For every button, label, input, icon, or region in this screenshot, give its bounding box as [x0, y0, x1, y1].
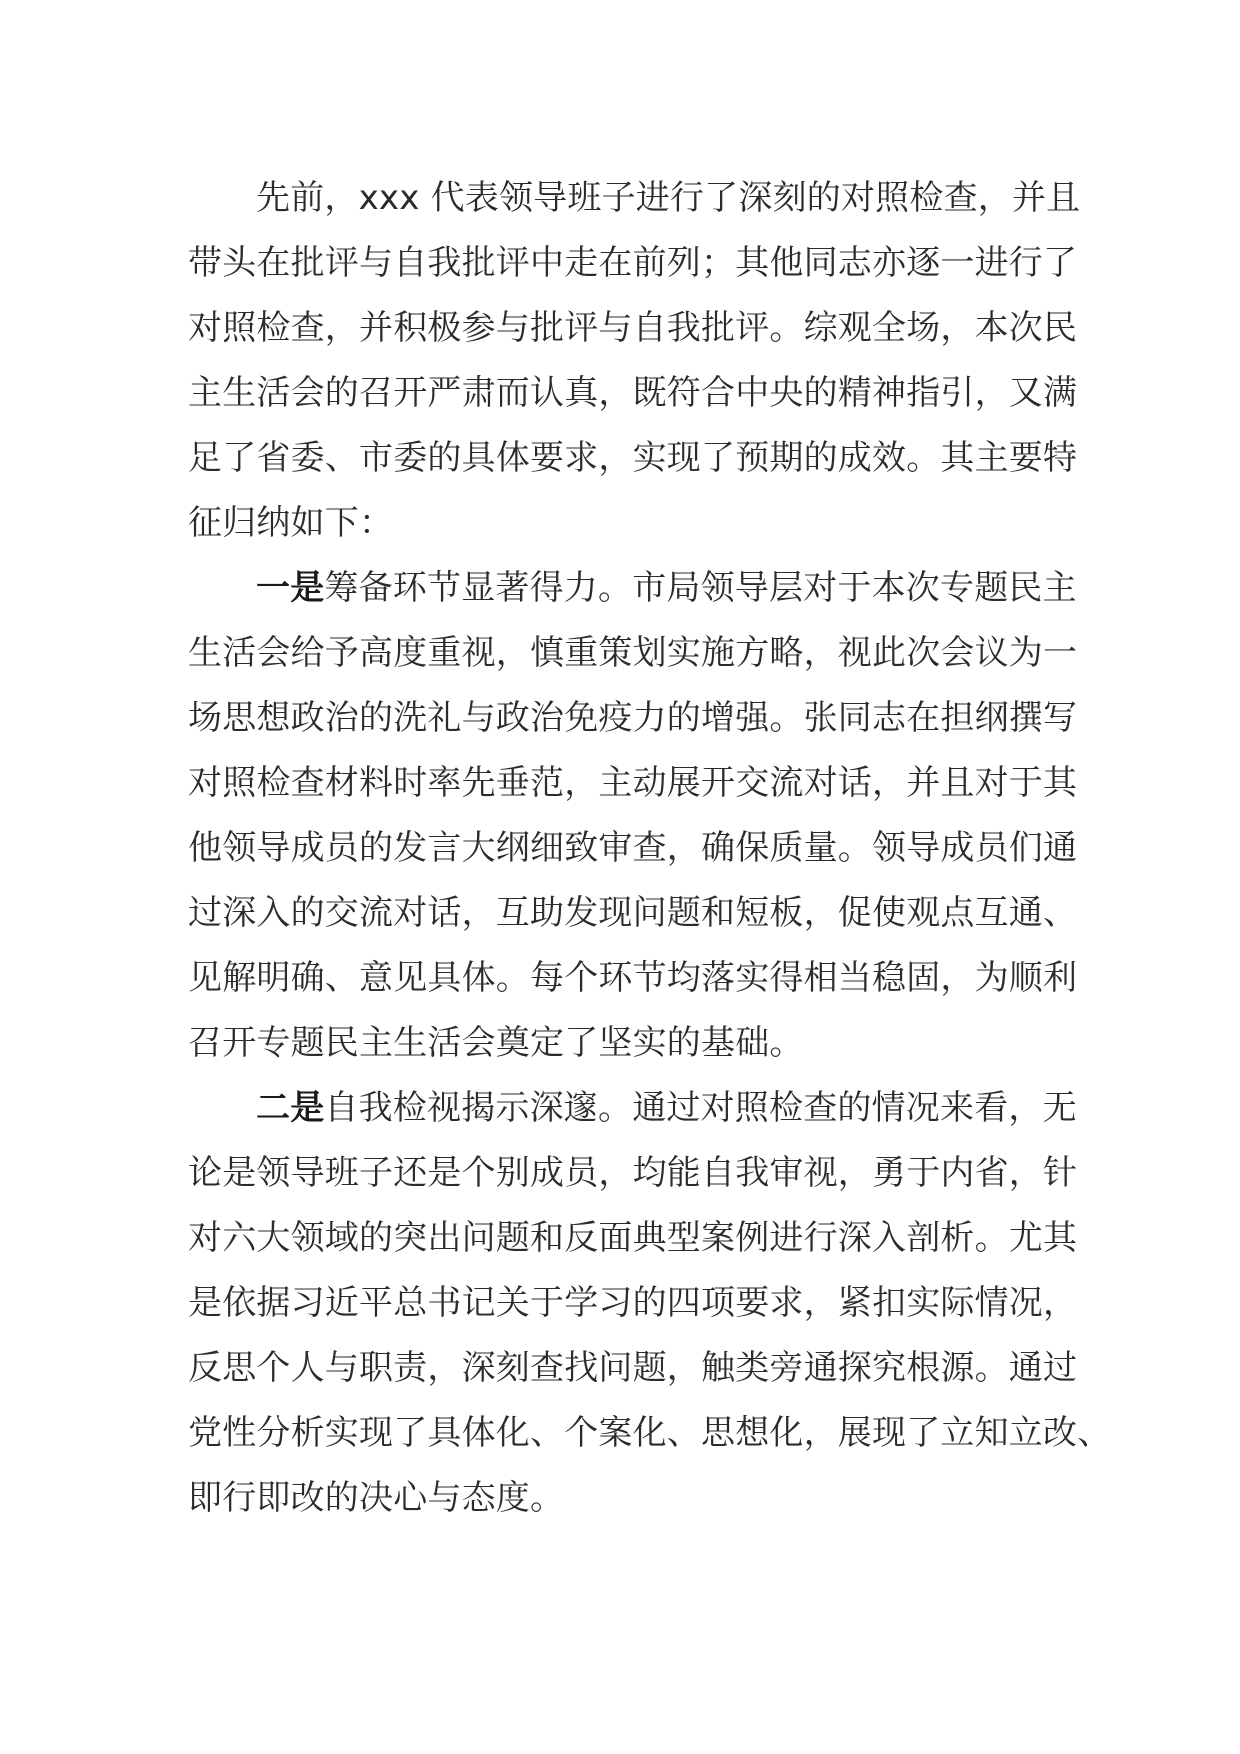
text-line: 即行即改的决心与态度。	[188, 1478, 565, 1518]
text-line: 召开专题民主生活会奠定了坚实的基础。	[188, 1023, 804, 1063]
text-line	[188, 556, 1077, 621]
document-body	[188, 166, 1112, 1531]
text-line: 带头在批评与自我批评中走在前列；其他同志亦逐一进行了	[188, 243, 1078, 283]
paragraph-second-point	[188, 1076, 1112, 1531]
text-line: 征归纳如下：	[188, 503, 394, 543]
text-line: 反思个人与职责，深刻查找问题，触类旁通探究根源。通过	[188, 1348, 1078, 1388]
text-line: 生活会给予高度重视，慎重策划实施方略，视此次会议为一	[188, 633, 1078, 673]
text-line: 先前，xxx 代表领导班子进行了深刻的对照检查，并且	[256, 178, 1081, 218]
text-line: 他领导成员的发言大纲细致审查，确保质量。领导成员们通	[188, 828, 1078, 868]
text-line: 对照检查材料时率先垂范，主动展开交流对话，并且对于其	[188, 763, 1078, 803]
point-lead-label: 二是	[256, 1088, 325, 1128]
text-line: 对照检查，并积极参与批评与自我批评。综观全场，本次民	[188, 308, 1078, 348]
text-line: 足了省委、市委的具体要求，实现了预期的成效。其主要特	[188, 438, 1078, 478]
point-lead-label: 一是	[256, 568, 325, 608]
text-line: 对六大领域的突出问题和反面典型案例进行深入剖析。尤其	[188, 1218, 1078, 1258]
text-line: 见解明确、意见具体。每个环节均落实得相当稳固，为顺利	[188, 958, 1078, 998]
text-line: 论是领导班子还是个别成员，均能自我审视，勇于内省，针	[188, 1153, 1078, 1193]
text-line: 过深入的交流对话，互助发现问题和短板，促使观点互通、	[188, 893, 1078, 933]
text-line	[188, 1076, 1077, 1141]
text-line: 场思想政治的洗礼与政治免疫力的增强。张同志在担纲撰写	[188, 698, 1078, 738]
text-line: 党性分析实现了具体化、个案化、思想化，展现了立知立改、	[188, 1413, 1112, 1453]
paragraph-intro	[188, 166, 1081, 556]
text-line: 是依据习近平总书记关于学习的四项要求，紧扣实际情况，	[188, 1283, 1078, 1323]
text-line: 主生活会的召开严肃而认真，既符合中央的精神指引，又满	[188, 373, 1078, 413]
text-line-content: 筹备环节显著得力。市局领导层对于本次专题民主	[324, 568, 1077, 608]
paragraph-first-point	[188, 556, 1078, 1076]
text-line-content: 自我检视揭示深邃。通过对照检查的情况来看，无	[324, 1088, 1077, 1128]
